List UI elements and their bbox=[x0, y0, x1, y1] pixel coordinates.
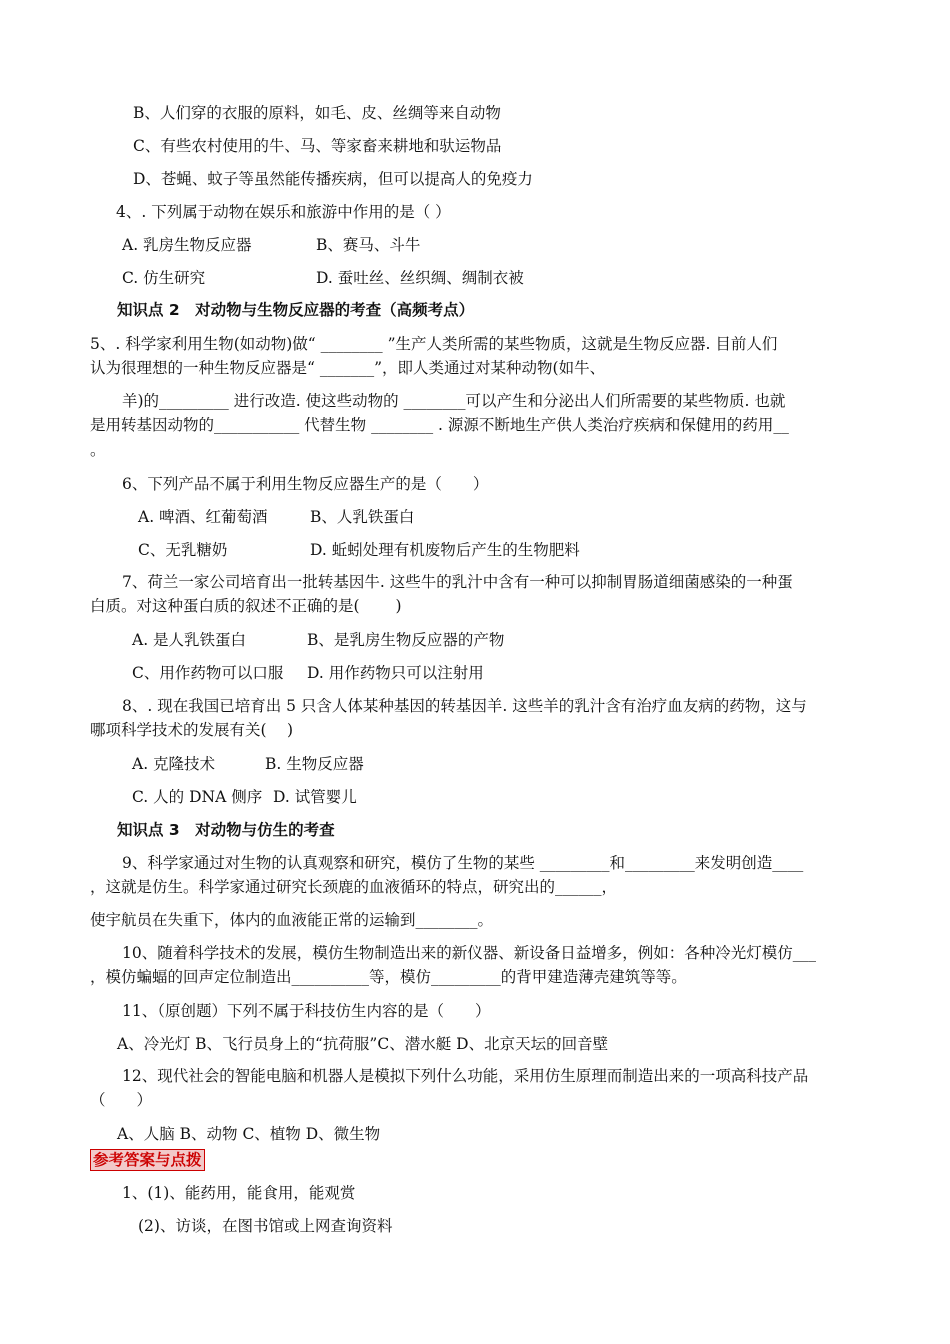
q3-option-c: C、有些农村使用的牛、马、等家畜来耕地和驮运物品 bbox=[133, 137, 502, 155]
q8-stem-line-1: 8、. 现在我国已培育出 5 只含人体某种基因的转基因羊. 这些羊的乳汁含有治疗血友病的药物，这与 bbox=[122, 697, 807, 715]
section-heading-3: 知识点 3 对动物与仿生的考查 bbox=[117, 821, 335, 839]
q5-line-1: 5、. 科学家利用生物(如动物)做“ ________ ”生产人类所需的某些物质，这就是生物反应器. 目前人们 bbox=[90, 335, 778, 353]
q9-line-1: 9、科学家通过对生物的认真观察和研究，模仿了生物的某些 _________和_________来发明创造____ bbox=[122, 854, 804, 872]
q12-stem-line-1: 12、现代社会的智能电脑和机器人是模拟下列什么功能，采用仿生原理而制造出来的一项高科技产品 bbox=[122, 1067, 809, 1085]
q7-option-b: B、是乳房生物反应器的产物 bbox=[307, 631, 505, 649]
q7-option-d: D. 用作药物只可以注射用 bbox=[307, 664, 484, 682]
q6-option-a: A. 啤酒、红葡萄酒 bbox=[138, 508, 268, 526]
q4-option-d: D. 蚕吐丝、丝织绸、绸制衣被 bbox=[316, 269, 524, 287]
q6-stem: 6、下列产品不属于利用生物反应器生产的是（ ） bbox=[122, 475, 489, 493]
q4-option-b: B、赛马、斗牛 bbox=[316, 236, 421, 254]
q4-option-c: C. 仿生研究 bbox=[122, 269, 206, 287]
answer-1-part-1: 1、(1)、能药用，能食用，能观赏 bbox=[122, 1184, 356, 1202]
answer-1-part-2: (2)、访谈，在图书馆或上网查询资料 bbox=[138, 1217, 393, 1235]
q7-option-c: C、用作药物可以口服 bbox=[132, 664, 284, 682]
q8-option-b: B. 生物反应器 bbox=[265, 755, 364, 773]
q7-stem-line-2: 白质。对这种蛋白质的叙述不正确的是( ) bbox=[90, 597, 402, 615]
q7-stem-line-1: 7、荷兰一家公司培育出一批转基因牛. 这些牛的乳汁中含有一种可以抑制胃肠道细菌感染的一种蛋 bbox=[122, 573, 793, 591]
q6-option-b: B、人乳铁蛋白 bbox=[310, 508, 415, 526]
q8-stem-line-2: 哪项科学技术的发展有关( ) bbox=[90, 721, 294, 739]
q6-option-c: C、无乳糖奶 bbox=[138, 541, 228, 559]
answer-key-heading: 参考答案与点拨 bbox=[90, 1149, 205, 1171]
q8-option-d: D. 试管婴儿 bbox=[273, 788, 357, 806]
q8-option-c: C. 人的 DNA 侧序 bbox=[132, 788, 263, 806]
q7-option-a: A. 是人乳铁蛋白 bbox=[132, 631, 247, 649]
q12-options: A、人脑 B、动物 C、植物 D、微生物 bbox=[117, 1125, 381, 1143]
q6-option-d: D. 蚯蚓处理有机废物后产生的生物肥料 bbox=[310, 541, 580, 559]
q11-stem: 11、（原创题）下列不属于科技仿生内容的是（ ） bbox=[122, 1002, 491, 1020]
q5-line-4: 是用转基因动物的___________ 代替生物 ________ . 源源不断地生产供人类治疗疾病和保健用的药用__ bbox=[90, 416, 789, 434]
q9-line-2: ，这就是仿生。科学家通过研究长颈鹿的血液循环的特点，研究出的______， bbox=[90, 878, 618, 896]
q5-line-2: 认为很理想的一种生物反应器是“ _______”，即人类通过对某种动物(如牛、 bbox=[90, 359, 606, 377]
q3-option-b: B、人们穿的衣服的原料，如毛、皮、丝绸等来自动物 bbox=[133, 104, 501, 122]
q9-line-3: 使宇航员在失重下，体内的血液能正常的运输到________。 bbox=[90, 911, 494, 929]
q5-line-5: 。 bbox=[90, 441, 106, 459]
q10-line-2: ，模仿蝙蝠的回声定位制造出__________等，模仿_________的背甲建造薄壳建筑等等。 bbox=[90, 968, 687, 986]
q8-option-a: A. 克隆技术 bbox=[132, 755, 216, 773]
q12-stem-line-2: （ ） bbox=[90, 1091, 153, 1109]
q4-stem: 4、. 下列属于动物在娱乐和旅游中作用的是（ ） bbox=[116, 203, 451, 221]
q11-options: A、冷光灯 B、飞行员身上的“抗荷服”C、潜水艇 D、北京天坛的回音壁 bbox=[117, 1035, 609, 1053]
q4-option-a: A. 乳房生物反应器 bbox=[122, 236, 252, 254]
q5-line-3: 羊)的_________ 进行改造. 使这些动物的 ________可以产生和分泌出人们所需要的某些物质. 也就 bbox=[122, 392, 786, 410]
q3-option-d: D、苍蝇、蚊子等虽然能传播疾病，但可以提高人的免疫力 bbox=[133, 170, 533, 188]
section-heading-2: 知识点 2 对动物与生物反应器的考查（高频考点） bbox=[117, 301, 475, 319]
q10-line-1: 10、随着科学技术的发展，模仿生物制造出来的新仪器、新设备日益增多，例如：各种冷光灯模仿___ bbox=[122, 944, 816, 962]
